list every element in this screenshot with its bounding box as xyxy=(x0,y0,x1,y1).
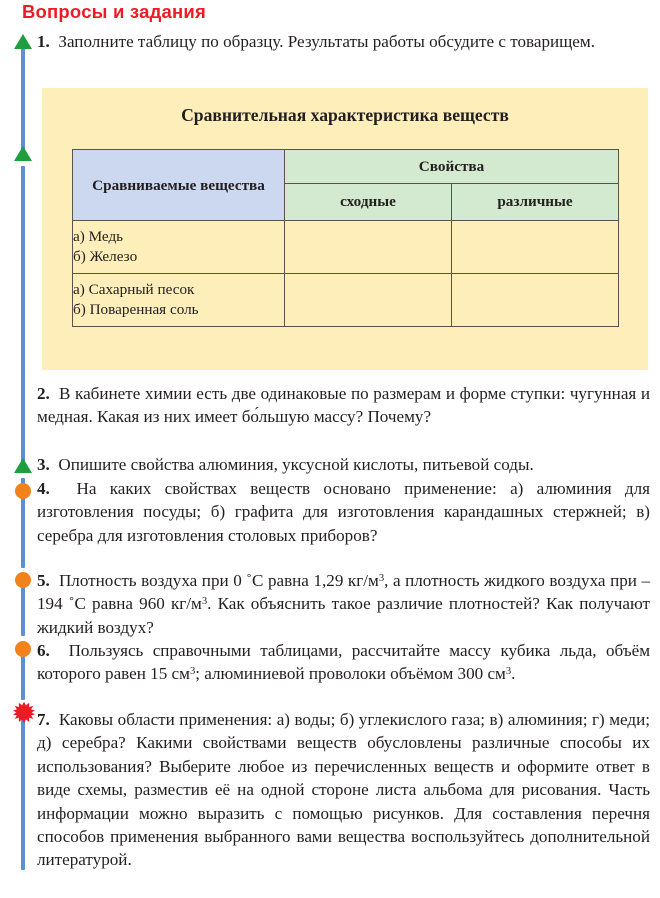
unit-exponent: 3 xyxy=(201,596,208,608)
table-cell-substances xyxy=(73,274,285,327)
column-header-substances: Сравниваемые вещества xyxy=(73,150,285,221)
question-number-7: 7. xyxy=(37,710,55,729)
substance-line-a: а) Медь xyxy=(73,228,124,245)
marker-circle-item-6 xyxy=(13,639,33,659)
comparison-table xyxy=(72,149,619,327)
unit-exponent: 3 xyxy=(378,572,385,584)
substance-line-b: б) Поваренная соль xyxy=(73,301,199,318)
rail-bar-segment xyxy=(21,582,25,636)
question-text-4: На каких свойствах веществ основано применение: а) алюминия для изготовления посуды; б) графита для изготовления карандашных стержней; в) серебра для изготовления столовых приборов? xyxy=(37,479,651,545)
question-text-3: Опишите свойства алюминия, уксусной кислоты, питьевой соды. xyxy=(58,455,534,474)
question-text-6-part-3: . xyxy=(511,664,516,684)
marker-triangle-item-3 xyxy=(13,457,33,477)
marker-triangle-item-1 xyxy=(13,33,33,53)
column-header-properties: Свойства xyxy=(285,150,619,184)
question-item-1 xyxy=(37,30,650,53)
question-number-5: 5. xyxy=(37,571,55,590)
question-item-4 xyxy=(37,477,650,547)
marker-triangle-item-1b xyxy=(13,145,33,165)
table-cell-substances xyxy=(73,221,285,274)
page-title: Вопросы и задания xyxy=(22,1,206,22)
marker-circle-item-5 xyxy=(13,570,33,590)
table-title: Сравнительная характеристика веществ xyxy=(181,105,509,125)
table-cell-different[interactable] xyxy=(452,274,619,327)
question-text-1: Заполните таблицу по образцу. Результаты работы обсудите с товарищем. xyxy=(58,32,595,51)
unit-exponent: 3 xyxy=(189,666,196,678)
marker-star-item-7 xyxy=(13,701,33,721)
question-text-5-part-2: , а плотность жидкого воздуха при –194 ˚C равна 960 кг/м xyxy=(37,571,651,614)
question-text-6-part-2: ; алюминиевой проволоки объёмом 300 см xyxy=(195,664,506,684)
question-item-2 xyxy=(37,382,650,429)
table-row xyxy=(73,221,619,274)
table-row xyxy=(73,274,619,327)
question-item-3 xyxy=(37,453,650,476)
question-item-6 xyxy=(37,639,650,686)
marker-circle-item-4 xyxy=(13,481,33,501)
substance-line-b: б) Железо xyxy=(73,248,138,265)
question-item-7 xyxy=(37,708,650,872)
question-number-1: 1. xyxy=(37,32,55,51)
column-header-different: различные xyxy=(452,184,619,221)
question-text-5-part-1: Плотность воздуха при 0 ˚C равна 1,29 кг/м xyxy=(58,571,379,590)
question-text-5-part-3: . Как объяснить такое различие плотностей? Как получают жидкий воздух? xyxy=(37,594,650,637)
question-number-4: 4. xyxy=(37,479,64,498)
question-number-6: 6. xyxy=(37,641,60,660)
question-text-6-part-1: Пользуясь справочными таблицами, рассчитайте массу кубика льда, объём которого равен 15 см xyxy=(37,641,651,684)
sample-table-panel xyxy=(42,88,648,370)
table-cell-similar[interactable] xyxy=(285,221,452,274)
unit-exponent: 3 xyxy=(505,666,512,678)
question-text-2: В кабинете химии есть две одинаковые по размерам и форме ступки: чугунная и медная. Какая из них имеет бо́льшую массу? Почему? xyxy=(37,384,651,427)
table-header-row-1 xyxy=(73,150,619,184)
table-cell-similar[interactable] xyxy=(285,274,452,327)
column-header-similar: сходные xyxy=(285,184,452,221)
substance-line-a: а) Сахарный песок xyxy=(73,281,195,298)
rail-bar-segment xyxy=(21,48,25,154)
question-number-2: 2. xyxy=(37,384,55,403)
rail-bar-segment xyxy=(21,714,25,870)
question-item-5 xyxy=(37,569,650,639)
table-cell-different[interactable] xyxy=(452,221,619,274)
question-text-7: Каковы области применения: а) воды; б) углекислого газа; в) алюминия; г) меди; д) серебра? Какими свойствами веществ обусловлены различные способы их использования? Выберите любое из перечисленных веществ и оформите ответ в виде схемы, разместив её на одной стороне листа альбома для рисования. Часть информации можно выразить с помощью рисунков. Для составления перечня способов применения выбранного вами вещества воспользуйтесь дополнительной литературой. xyxy=(37,710,650,870)
question-number-3: 3. xyxy=(37,455,55,474)
rail-bar-segment xyxy=(21,166,25,468)
